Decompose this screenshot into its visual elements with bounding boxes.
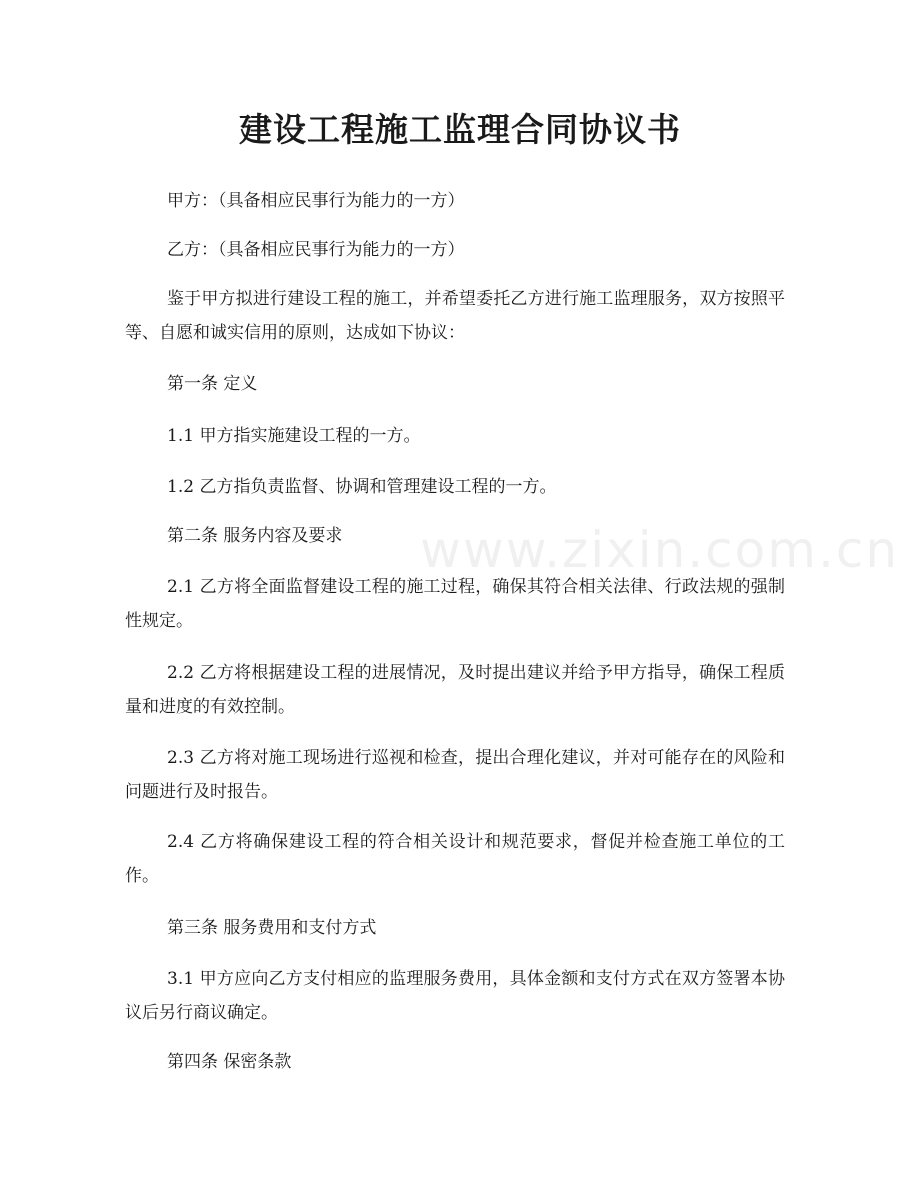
clause-1-2: 1.2 乙方指负责监督、协调和管理建设工程的一方。	[167, 477, 557, 497]
clause-2-2: 2.2 乙方将根据建设工程的进展情况，及时提出建议并给予甲方指导，确保工程质量和进度的有效控制。	[125, 663, 785, 717]
party-a-line: 甲方：（具备相应民事行为能力的一方）	[167, 191, 465, 211]
watermark-text: www.zixin.com.cn	[420, 521, 900, 579]
clause-2-3: 2.3 乙方将对施工现场进行巡视和检查，提出合理化建议，并对可能存在的风险和问题进行及时报告。	[125, 748, 785, 802]
preamble-paragraph: 鉴于甲方拟进行建设工程的施工，并希望委托乙方进行施工监理服务，双方按照平等、自愿和诚实信用的原则，达成如下协议：	[125, 289, 785, 343]
party-b-line: 乙方：（具备相应民事行为能力的一方）	[167, 240, 465, 260]
article-1-heading: 第一条 定义	[167, 374, 258, 394]
clause-1-1: 1.1 甲方指实施建设工程的一方。	[167, 426, 421, 446]
article-3-heading: 第三条 服务费用和支付方式	[167, 918, 377, 938]
clause-3-1: 3.1 甲方应向乙方支付相应的监理服务费用，具体金额和支付方式在双方签署本协议后另行商议确定。	[125, 969, 785, 1023]
clause-2-1: 2.1 乙方将全面监督建设工程的施工过程，确保其符合相关法律、行政法规的强制性规定。	[125, 577, 785, 631]
article-2-heading: 第二条 服务内容及要求	[167, 526, 343, 546]
article-4-heading: 第四条 保密条款	[167, 1052, 292, 1072]
page-title: 建设工程施工监理合同协议书	[239, 110, 681, 149]
clause-2-4: 2.4 乙方将确保建设工程的符合相关设计和规范要求，督促并检查施工单位的工作。	[125, 832, 785, 886]
